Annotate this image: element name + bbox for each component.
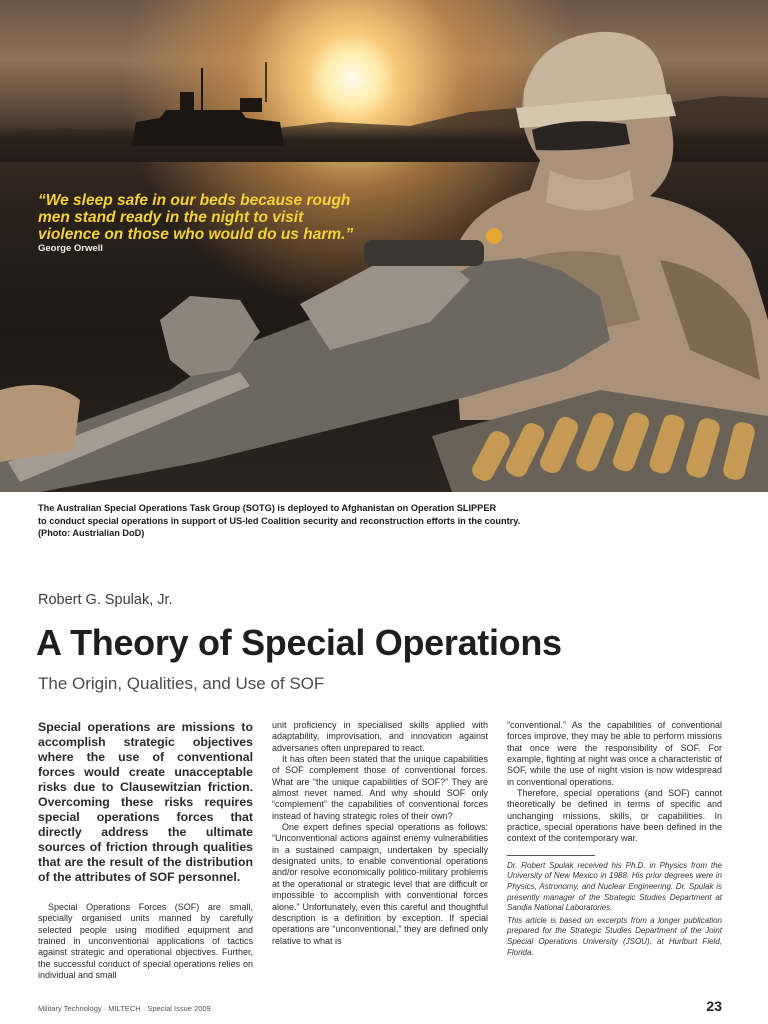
- body-paragraph: unit proficiency in specialised skills applied with adaptability, improvisation, and innovation against adversaries often unprepared to react.: [272, 720, 488, 753]
- photo-quote: [38, 192, 378, 243]
- author-bio: Dr. Robert Spulak received his Ph.D. in Physics from the University of New Mexico in 1988. His prior degrees were in Physics, Astronomy, and Nuclear Engineering. Dr. Spulak is presently manager of the Strategic Studies Department at Sandia National Laboratories.: [507, 860, 722, 913]
- text-column-3: [507, 720, 722, 958]
- vehicle-silhouette: [120, 62, 290, 146]
- bio-divider: [507, 855, 595, 856]
- article-author: Robert G. Spulak, Jr.: [38, 592, 173, 608]
- hero-photo: [0, 0, 768, 492]
- photo-quote-line: “We sleep safe in our beds because rough: [38, 192, 351, 209]
- article-subtitle: The Origin, Qualities, and Use of SOF: [38, 674, 325, 693]
- page-number: 23: [706, 998, 722, 1014]
- article-lead: Special operations are missions to accomplish strategic objectives where the use of conventional forces would create unacceptable risks due to Clausewitzian friction. Overcoming these risks requires special operations forces that directly address the ultimate sources of friction through qualities that are the result of the distribution of the attributes of SOF personnel.: [38, 720, 253, 884]
- body-paragraph: One expert defines special operations as follows: “Unconventional actions against enemy vulnerabilities in a sustained campaign, undertaken by specially designated units, to enable conventional operations and/or resolve economically politico-military problems at the operational or strategic level that are difficult or impossible to accomplish with conventional forces alone.” Unfortunately, even this careful and thoughtful description is a definition by exception. If special operations are “unconventional,” they are defined only relative to what is: [272, 822, 488, 946]
- body-paragraph: “conventional.” As the capabilities of conventional forces improve, they may be able to perform missions that once were the responsibility of SOF. For example, fighting at night was once a characteristic of SOF, while the use of night vision is now widespread in conventional operations.: [507, 720, 722, 787]
- body-paragraph: Special Operations Forces (SOF) are small, specially organised units manned by carefully selected people using modified equipment and trained in unconventional applications of tactics against strategic and operational objectives. Further, the successful conduct of special operations relies on individual and small: [38, 902, 253, 981]
- body-paragraph: It has often been stated that the unique capabilities of SOF complement those of conventional forces. What are “the unique capabilities of SOF?” They are almost never named. And why should SOF only “complement” the capabilities of conventional forces instead of having strategic roles of their own?: [272, 754, 488, 821]
- machine-gun-shape: [0, 200, 768, 492]
- photo-quote-line: men stand ready in the night to visit: [38, 209, 304, 226]
- photo-caption-line: to conduct special operations in support of US-led Coalition security and reconstruction efforts in the country.: [38, 515, 521, 526]
- photo-caption-line: (Photo: Austrialian DoD): [38, 528, 145, 538]
- photo-caption-line: The Australian Special Operations Task Group (SOTG) is deployed to Afghanistan on Operation SLIPPER: [38, 503, 497, 513]
- text-column-1: [38, 720, 253, 981]
- publication-footer: Military Technology · MILTECH · Special Issue 2009: [38, 1004, 211, 1013]
- body-paragraph: Therefore, special operations (and SOF) cannot theoretically be defined in terms of specific and unchanging missions, skills, or capabilities. In practice, special operations have been defined in the context of the contemporary war.: [507, 788, 722, 844]
- article-title: A Theory of Special Operations: [36, 622, 562, 663]
- article-source-note: This article is based on excerpts from a longer publication prepared for the Strategic Studies Department of the Joint Special Operations University (JSOU), at Hurlburt Field, Florida.: [507, 915, 722, 957]
- quote-author: George Orwell: [38, 243, 103, 254]
- photo-quote-line: violence on those who would do us harm.”: [38, 226, 354, 243]
- photo-caption: [38, 502, 598, 540]
- text-column-2: [272, 720, 488, 947]
